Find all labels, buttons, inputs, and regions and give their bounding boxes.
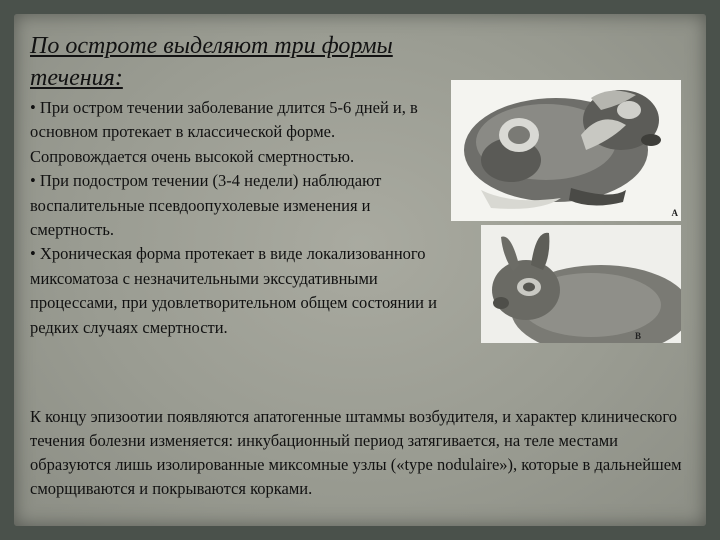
photo-a-label: A	[671, 208, 678, 218]
bullet-acute: • При остром течении заболевание длится 5-6 дней и, в основном протекает в классической форме. Сопровождается очень высокой смертностью.	[30, 98, 418, 166]
slide-title: По остроте выделяют три формы течения:	[30, 33, 393, 91]
bullet-chronic: • Хроническая форма протекает в виде локализованного миксоматоза с незначительными экссудативными процессами, при удовлетворительном общем состоянии и редких случаях смертности.	[30, 244, 437, 337]
bullet-list	[30, 96, 450, 340]
photo-b-label: B	[634, 331, 641, 341]
rabbit-photo-b	[481, 225, 681, 343]
bottom-paragraph: К концу эпизоотии появляются апатогенные штаммы возбудителя, и характер клинического течения болезни изменяется: инкубационный период затягивается, на теле местами образуются лишь изолированные миксомные узлы («type nodulaire»), которые в дальнейшем сморщиваются и покрываются корками.	[30, 407, 682, 498]
rabbit-photo-a	[451, 80, 681, 221]
bullet-subacute: • При подостром течении (3-4 недели) наблюдают воспалительные псевдоопухолевые изменения и смертность.	[30, 171, 382, 240]
